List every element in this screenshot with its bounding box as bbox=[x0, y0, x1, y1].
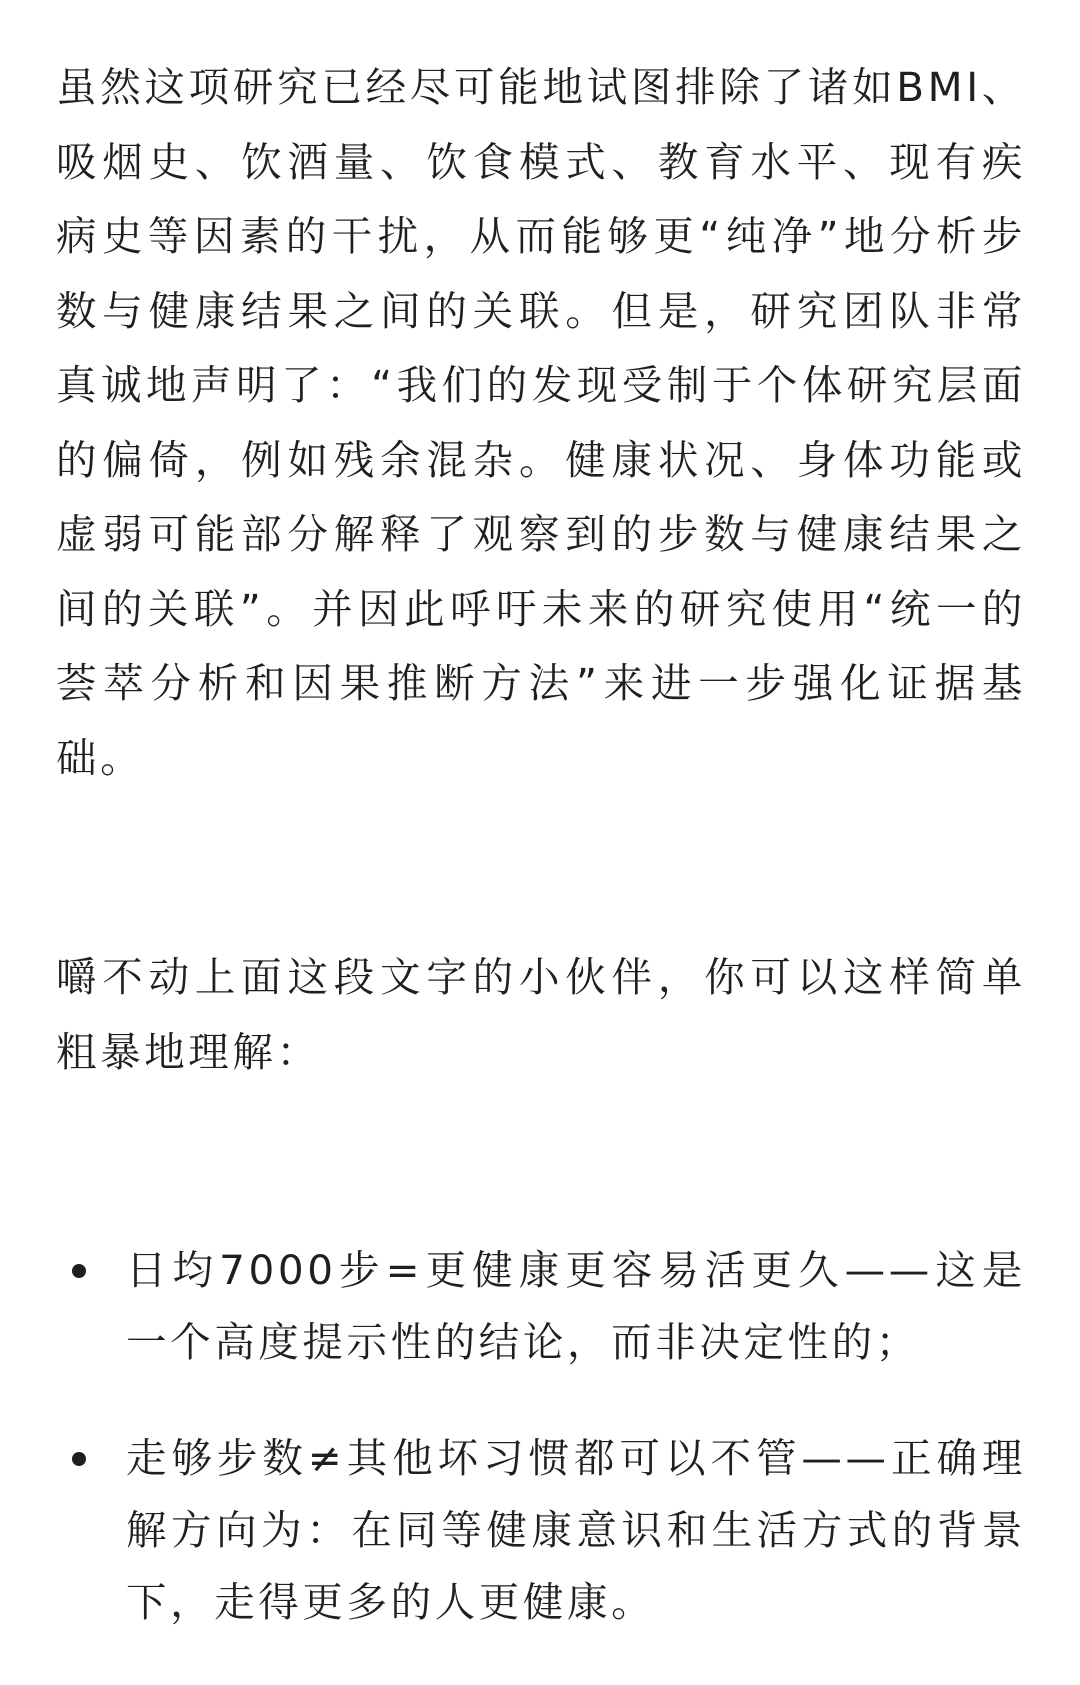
summary-bullet-list bbox=[56, 1234, 1026, 1638]
bullet-text: 走够步数≠其他坏习惯都可以不管——正确理解方向为：在同等健康意识和生活方式的背景下，走得更多的人更健康。 bbox=[126, 1434, 1026, 1626]
bullet-item-other-habits bbox=[56, 1422, 1026, 1638]
bullet-item-7000-steps bbox=[56, 1234, 1026, 1378]
bullet-dot-icon bbox=[72, 1264, 86, 1278]
bullet-text: 日均7000步=更健康更容易活更久——这是一个高度提示性的结论，而非决定性的； bbox=[126, 1246, 1026, 1366]
bullet-dot-icon bbox=[72, 1452, 86, 1466]
paragraph-study-caveat: 虽然这项研究已经尽可能地试图排除了诸如BMI、吸烟史、饮酒量、饮食模式、教育水平、现有疾病史等因素的干扰，从而能够更“纯净”地分析步数与健康结果之间的关联。但是，研究团队非常真诚地声明了：“我们的发现受制于个体研究层面的偏倚，例如残余混杂。健康状况、身体功能或虚弱可能部分解释了观察到的步数与健康结果之间的关联”。并因此呼吁未来的研究使用“统一的荟萃分析和因果推断方法”来进一步强化证据基础。 bbox=[56, 63, 1026, 782]
paragraph-simple-intro: 嚼不动上面这段文字的小伙伴，你可以这样简单粗暴地理解： bbox=[56, 953, 1026, 1076]
